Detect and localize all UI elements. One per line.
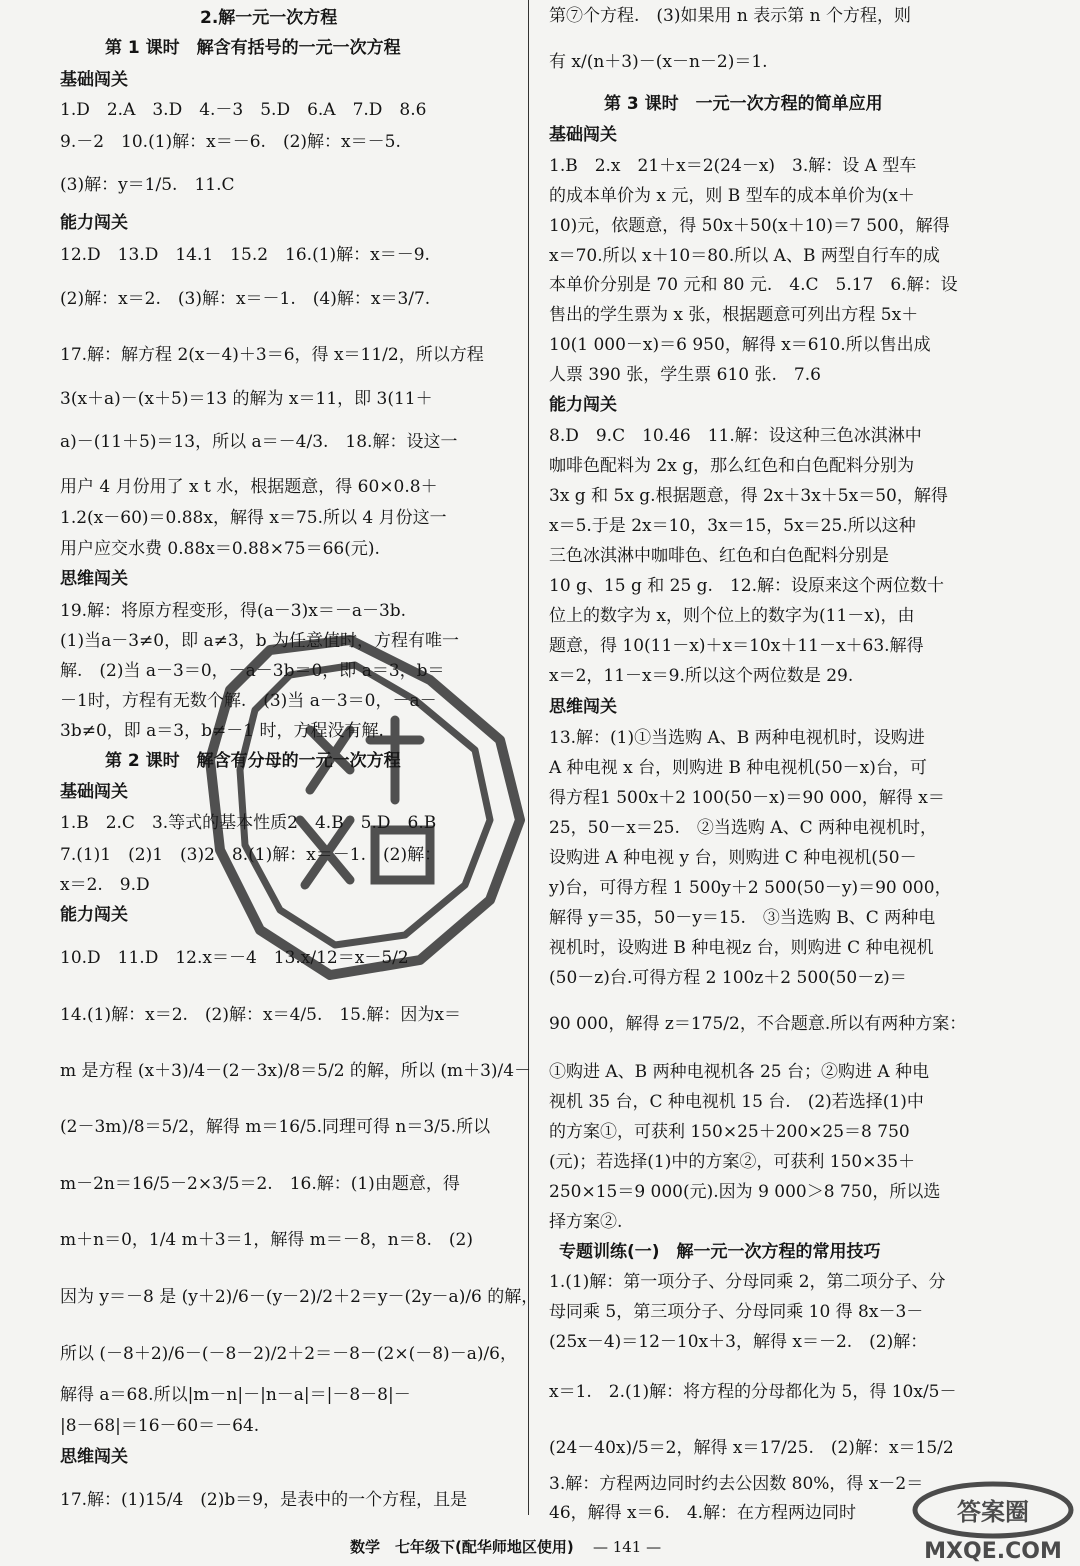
answer-line: 视机时，设购进 B 种电视z 台，则购进 C 种电视机 [549,938,934,958]
answer-line: y)台，可得方程 1 500y＋2 500(50－y)＝90 000， [549,878,952,898]
section-heading: 思维闯关 [60,1447,128,1467]
answer-line: 1.B 2.x 21＋x＝2(24－x) 3.解：设 A 型车 [549,156,917,176]
answer-line: 题意，得 10(11－x)＋x＝10x＋11－x＋63.解得 [549,636,924,656]
answer-line: (1)当a－3≠0，即 a≠3，b 为任意值时，方程有唯一 [60,631,459,651]
answer-line: x＝1. 2.(1)解：将方程的分母都化为 5，得 10x/5－ [549,1382,957,1402]
answer-line: 10.D 11.D 12.x＝－4 13.x/12＝x－5/2 [60,948,409,968]
answer-line: 的成本单价为 x 元，则 B 型车的成本单价为(x＋ [549,186,915,206]
answer-line: (24－40x)/5＝2，解得 x＝17/25. (2)解：x＝15/2 [549,1438,954,1458]
answer-line: 3(x＋a)－(x＋5)＝13 的解为 x＝11，即 3(11＋ [60,389,433,409]
section-heading: 能力闯关 [60,905,128,925]
answer-line: 咖啡色配料为 2x g，那么红色和白色配料分别为 [549,456,915,476]
answer-line: 本单价分别是 70 元和 80 元. 4.C 5.17 6.解：设 [549,275,958,295]
answer-line: ①购进 A、B 两种电视机各 25 台；②购进 A 种电 [549,1062,930,1082]
answer-line: 9.－2 10.(1)解：x＝－6. (2)解：x＝－5. [60,132,401,152]
answer-line: 因为 y＝－8 是 (y＋2)/6－(y－2)/2＋2＝y－(2y－a)/6 的解， [60,1287,539,1307]
section-heading: 思维闯关 [60,569,128,589]
stamp-seal [200,620,530,990]
answer-line: m 是方程 (x＋3)/4－(2－3x)/8＝5/2 的解，所以 (m＋3)/4－ [60,1061,532,1081]
answer-line: 1.(1)解：第一项分子、分母同乘 2，第二项分子、分 [549,1272,946,1292]
answer-line: 250×15＝9 000(元).因为 9 000＞8 750，所以选 [549,1182,941,1202]
answer-line: 25，50－x＝25. ②当选购 A、C 两种电视机时， [549,818,937,838]
section-heading: 基础闯关 [60,70,128,90]
answer-line: 3b≠0，即 a＝3，b≠－1 时，方程没有解. [60,721,384,741]
answer-line: x＝2. 9.D [60,875,150,895]
answer-line: 1.B 2.C 3.等式的基本性质2 4.B 5.D 6.B [60,813,437,833]
answer-line: 14.(1)解：x＝2. (2)解：x＝4/5. 15.解：因为x＝ [60,1005,461,1025]
answer-line: 10 g、15 g 和 25 g. 12.解：设原来这个两位数十 [549,576,945,596]
section-heading: 能力闯关 [549,395,617,415]
answer-line: (元)；若选择(1)中的方案②，可获利 150×35＋ [549,1152,916,1172]
answer-line: (2)解：x＝2. (3)解：x＝－1. (4)解：x＝3/7. [60,289,431,309]
svg-text:MXQE.COM: MXQE.COM [924,1539,1062,1564]
section-heading: 思维闯关 [549,697,617,717]
answer-line: 用户 4 月份用了 x t 水，根据题意，得 60×0.8＋ [60,477,438,497]
page-number: — 141 — [592,1538,662,1556]
answer-line: x＝70.所以 x＋10＝80.所以 A、B 两型自行车的成 [549,246,940,266]
answer-line: 三色冰淇淋中咖啡色、红色和白色配料分别是 [549,546,889,566]
answer-line: A 种电视 x 台，则购进 B 种电视机(50－x)台，可 [549,758,927,778]
answer-line: 19.解：将原方程变形，得(a－3)x＝－a－3b. [60,601,407,621]
answer-line: (3)解：y＝1/5. 11.C [60,175,235,195]
footer-text: 数学 七年级下(配华师地区使用) [350,1538,574,1556]
answer-line: 3.解：方程两边同时约去公因数 80%，得 x－2＝ [549,1474,924,1494]
answer-line: 得方程1 500x＋2 100(50－x)＝90 000，解得 x＝ [549,788,945,808]
answer-line: a)－(11＋5)＝13，所以 a＝－4/3. 18.解：设这一 [60,432,458,452]
section-heading: 基础闯关 [549,125,617,145]
answer-line: 解. (2)当 a－3＝0，－a－3b＝0，即 a＝3，b＝ [60,661,445,681]
answer-line: 10(1 000－x)＝6 950，解得 x＝610.所以售出成 [549,335,931,355]
section-heading: 能力闯关 [60,213,128,233]
lesson-title: 第 1 课时 解含有括号的一元一次方程 [105,38,401,58]
lesson-title: 第 3 课时 一元一次方程的简单应用 [604,94,883,114]
answer-line: 1.2(x－60)＝0.88x，解得 x＝75.所以 4 月份这一 [60,508,447,528]
answer-line: 位上的数字为 x，则个位上的数字为(11－x)，由 [549,606,915,626]
answer-line: 售出的学生票为 x 张，根据题意可列出方程 5x＋ [549,305,919,325]
lesson-title: 第 2 课时 解含有分母的一元一次方程 [105,751,401,771]
answer-line: 解得 a＝68.所以|m－n|－|n－a|＝|－8－8|－ [60,1385,411,1405]
answer-line: 17.解：(1)15/4 (2)b＝9，是表中的一个方程，且是 [60,1490,468,1510]
answer-line: x＝2，11－x＝9.所以这个两位数是 29. [549,666,854,686]
answer-line: 90 000，解得 z＝175/2，不合题意.所以有两种方案： [549,1014,967,1034]
answer-line: m＋n＝0，1/4 m＋3＝1，解得 m＝－8，n＝8. (2) [60,1230,473,1250]
answer-line: 12.D 13.D 14.1 15.2 16.(1)解：x＝－9. [60,245,430,265]
answer-line: (2－3m)/8＝5/2，解得 m＝16/5.同理可得 n＝3/5.所以 [60,1117,491,1137]
answer-line: 3x g 和 5x g.根据题意，得 2x＋3x＋5x＝50，解得 [549,486,948,506]
answer-line: 的方案①，可获利 150×25＋200×25＝8 750 [549,1122,910,1142]
watermark-logo [905,1480,1080,1566]
section-heading: 基础闯关 [60,782,128,802]
answer-line: 人票 390 张，学生票 610 张. 7.6 [549,365,821,385]
answer-line: 13.解：(1)①当选购 A、B 两种电视机时，设购进 [549,728,925,748]
answer-line: 17.解：解方程 2(x－4)＋3＝6，得 x＝11/2，所以方程 [60,345,484,365]
answer-line: 用户应交水费 0.88x＝0.88×75＝66(元). [60,539,380,559]
answer-line: 母同乘 5，第三项分子、分母同乘 10 得 8x－3－ [549,1302,924,1322]
lesson-title: 专题训练(一) 解一元一次方程的常用技巧 [559,1242,881,1262]
answer-line: 10)元，依题意，得 50x＋50(x＋10)＝7 500，解得 [549,216,950,236]
svg-text:答案圈: 答案圈 [957,1498,1029,1526]
page-footer [350,1536,661,1557]
answer-line: 1.D 2.A 3.D 4.－3 5.D 6.A 7.D 8.6 [60,100,427,120]
answer-line: m－2n＝16/5－2×3/5＝2. 16.解：(1)由题意，得 [60,1174,460,1194]
answer-line: 8.D 9.C 10.46 11.解：设这种三色冰淇淋中 [549,426,922,446]
lesson-title: 2.解一元一次方程 [200,8,338,28]
answer-line: 视机 35 台，C 种电视机 15 台. (2)若选择(1)中 [549,1092,924,1112]
answer-line: |8－68|＝16－60＝－64. [60,1416,260,1436]
answer-line: －1时，方程有无数个解. (3)当 a－3＝0，－a－ [60,691,437,711]
answer-line: 设购进 A 种电视 y 台，则购进 C 种电视机(50－ [549,848,917,868]
answer-line: 所以 (－8＋2)/6－(－8－2)/2＋2＝－8－(2×(－8)－a)/6， [60,1344,517,1364]
answer-line: 7.(1)1 (2)1 (3)2 8.(1)解：x＝－1. (2)解： [60,845,442,865]
answer-line: 解得 y＝35，50－y＝15. ③当选购 B、C 两种电 [549,908,936,928]
answer-line: 46，解得 x＝6. 4.解：在方程两边同时 [549,1503,857,1523]
answer-line: 有 x/(n＋3)－(x－n－2)＝1. [549,52,768,72]
answer-line: (50－z)台.可得方程 2 100z＋2 500(50－z)＝ [549,968,907,988]
answer-line: (25x－4)＝12－10x＋3，解得 x＝－2. (2)解： [549,1332,928,1352]
answer-line: 第⑦个方程. (3)如果用 n 表示第 n 个方程，则 [549,6,911,26]
answer-line: 择方案②. [549,1212,623,1232]
answer-line: x＝5.于是 2x＝10，3x＝15，5x＝25.所以这种 [549,516,916,536]
